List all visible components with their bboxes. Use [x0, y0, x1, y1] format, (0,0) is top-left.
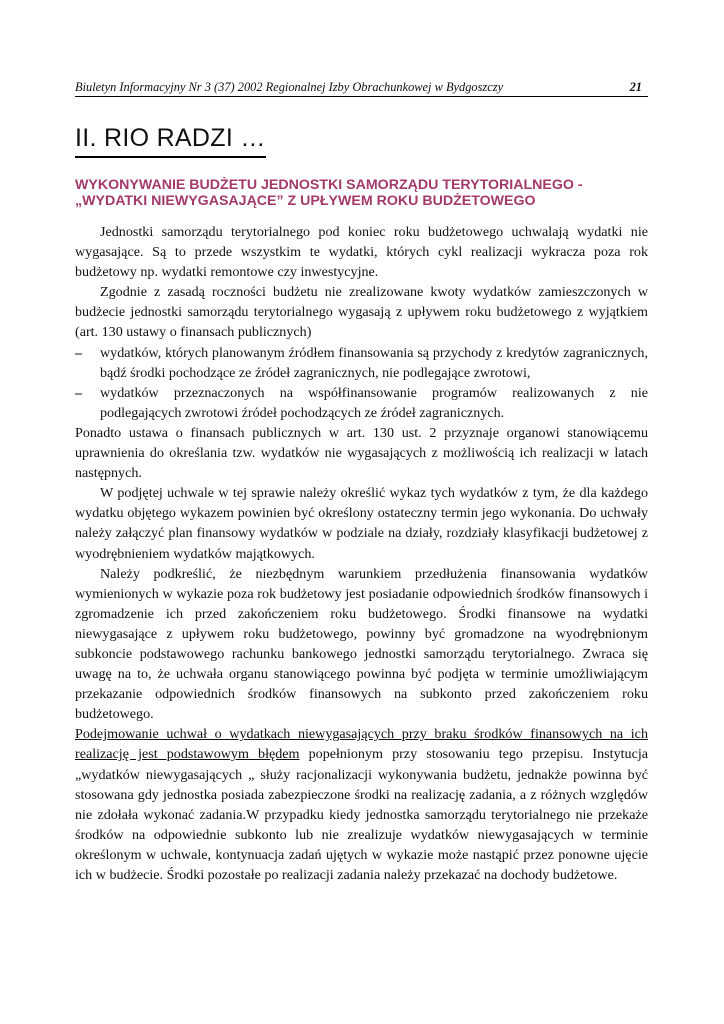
running-title: Biuletyn Informacyjny Nr 3 (37) 2002 Regionalnej Izby Obrachunkowej w Bydgoszczy: [75, 80, 504, 94]
paragraph-6: [75, 724, 648, 885]
paragraph-4: W podjętej uchwale w tej sprawie należy określić wykaz tych wydatków z tym, że dla każdego wydatku objętego wykazem powinien być określony ostateczny termin jego wykonania. Do uchwały należy załączyć plan finansowy wydatków w podziale na działy, rozdziały klasyfikacji budżetowej z wyodrębnieniem wydatków majątkowych.: [75, 485, 648, 562]
underlined-emphasis: Podejmowanie uchwał o wydatkach niewygasających przy braku środków finansowych na ich realizację jest podstawowym błędem: [75, 726, 648, 763]
list-item-text: wydatków przeznaczonych na współfinansowanie programów realizowanych z nie podlegających zwrotowi źródeł pochodzących ze źródeł zagranicznych.: [100, 384, 648, 421]
page-number: 21: [629, 80, 642, 94]
article-body: [75, 222, 648, 885]
running-header: [75, 80, 648, 97]
section-title: II. RIO RADZI …: [75, 124, 266, 158]
paragraph-3: Ponadto ustawa o finansach publicznych w art. 130 ust. 2 przyznaje organowi stanowiącemu uprawnienia do określania tzw. wydatków nie wygasających z możliwością ich realizacji w latach następnych.: [75, 424, 648, 482]
paragraph-6-rest: popełnionym przy stosowaniu tego przepisu. Instytucja „wydatków niewygasających „ służy racjonalizacji wykonywania budżetu, jednakże powinna być stosowana gdy jednostka posiada zabezpieczone środki na realizację zadania, a z różnych względów nie zdołała wykonać zadania.W przypadku kiedy jednostka samorządu terytorialnego nie przekaże środków na odpowiednie subkonto lub nie zrealizuje wydatków niewygasających w terminie określonym w uchwale, kontynuacja zadań ujętych w wykazie może nastąpić przez ponowne ujęcie ich w budżecie. Środki pozostałe po realizacji zadania należy przekazać na dochody budżetowe.: [75, 746, 649, 883]
list-item: [75, 383, 648, 423]
paragraph-2: Zgodnie z zasadą roczności budżetu nie zrealizowane kwoty wydatków zamieszczonych w budżecie jednostki samorządu terytorialnego wygasają z upływem roku budżetowego z wyjątkiem (art. 130 ustawy o finansach publicznych): [75, 284, 648, 341]
article-title: WYKONYWANIE BUDŻETU JEDNOSTKI SAMORZĄDU TERYTORIALNEGO - „WYDATKI NIEWYGASAJĄCE” Z UPŁYWEM ROKU BUDŻETOWEGO: [75, 177, 583, 209]
bullet-marker: –: [75, 344, 83, 361]
list-item: [75, 343, 648, 383]
paragraph-1: Jednostki samorządu terytorialnego pod koniec roku budżetowego uchwalają wydatki nie wygasające. Są to przede wszystkim te wydatki, których cykl realizacji wykracza poza rok budżetowy np. wydatki remontowe czy inwestycyjne.: [75, 224, 648, 281]
paragraph-5: Należy podkreślić, że niezbędnym warunkiem przedłużenia finansowania wydatków wymienionych w wykazie poza rok budżetowy jest posiadanie odpowiednich środków finansowych i zgromadzenie ich przed zakończeniem roku budżetowego. Środki finansowe na wydatki niewygasające z upływem roku budżetowego, powinny być gromadzone na wyodrębnionym subkoncie podstawowego rachunku bankowego jednostki samorządu terytorialnego. Zwraca się uwagę na to, że uchwała organu stanowiącego powinna być podjęta w terminie umożliwiającym przekazanie odpowiednich środków finansowych na subkonto przed zakończeniem roku budżetowego.: [75, 565, 648, 723]
bullet-marker: –: [75, 384, 83, 401]
list-item-text: wydatków, których planowanym źródłem finansowania są przychody z kredytów zagranicznych, bądź środki pochodzące ze źródeł zagranicznych, nie podlegające zwrotowi,: [100, 344, 648, 381]
